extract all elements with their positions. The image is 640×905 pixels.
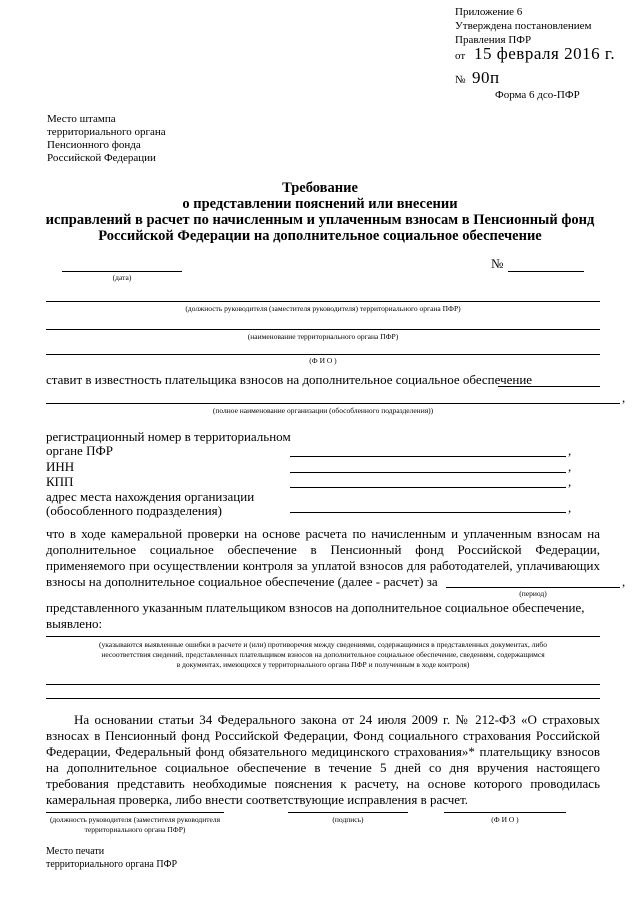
number-field-line[interactable] bbox=[508, 271, 584, 272]
seal-place-line-2: территориального органа ПФР bbox=[46, 859, 178, 870]
revealed-paragraph-line-1: представленного указанным плательщиком взносов на дополнительное социальное обеспечение, bbox=[46, 600, 585, 615]
address-label-2: (обособленного подразделения) bbox=[46, 503, 222, 518]
date-field-line[interactable] bbox=[62, 271, 182, 272]
reg-number-label-2: органе ПФР bbox=[46, 443, 113, 458]
fio-caption: (Ф И О ) bbox=[309, 356, 337, 365]
inn-field[interactable] bbox=[290, 472, 566, 473]
address-comma: , bbox=[568, 500, 572, 515]
stamp-place-line-2: территориального органа bbox=[47, 126, 166, 138]
signature-position-line[interactable] bbox=[46, 812, 224, 813]
reg-number-label: регистрационный номер в территориальном bbox=[46, 429, 291, 444]
date-caption: (дата) bbox=[112, 273, 132, 282]
errors-caption-line-3: в документах, имеющихся у территориального органа ПФР и полученным в ходе контроля) bbox=[176, 660, 470, 669]
document-title-line-2: о представлении пояснений или внесении bbox=[182, 196, 458, 212]
approved-by-board: Правления ПФР bbox=[455, 34, 532, 46]
approved-by-line: Утверждена постановлением bbox=[455, 20, 592, 32]
address-field[interactable] bbox=[290, 512, 566, 513]
basis-paragraph-line-1: На основании статьи 34 Федерального закона от 24 июля 2009 г. № 212-ФЗ «О страховых bbox=[74, 712, 600, 727]
kpp-field[interactable] bbox=[290, 487, 566, 488]
reg-number-comma: , bbox=[568, 443, 572, 458]
org-name-field-line[interactable] bbox=[46, 329, 600, 330]
basis-paragraph-line-6: камеральная проверка, либо внести соответствующие исправления в расчет. bbox=[46, 792, 469, 807]
basis-paragraph-line-5: требования представить необходимые пояснения к расчету, на основе которого проводилась bbox=[46, 776, 600, 791]
reg-number-field[interactable] bbox=[290, 456, 566, 457]
kpp-label: КПП bbox=[46, 474, 74, 489]
errors-extra-line-1[interactable] bbox=[46, 684, 600, 685]
revealed-paragraph-line-2: выявлено: bbox=[46, 616, 103, 631]
document-title-line-3: исправлений в расчет по начисленным и уплаченным взносам в Пенсионный фонд bbox=[45, 212, 595, 228]
basis-paragraph-line-3: Федерации, Федеральный фонд обязательного медицинского страхования»* плательщику взносов bbox=[46, 744, 600, 759]
full-name-field-line[interactable] bbox=[46, 403, 620, 404]
notice-continuation-line[interactable] bbox=[498, 386, 600, 387]
signature-line[interactable] bbox=[288, 812, 408, 813]
seal-place-line-1: Место печати bbox=[46, 846, 105, 857]
date-prefix: от bbox=[455, 50, 466, 62]
signature-fio-caption: (Ф И О ) bbox=[491, 815, 519, 824]
stamp-place-line-3: Пенсионного фонда bbox=[47, 139, 141, 151]
appendix-number: Приложение 6 bbox=[455, 6, 523, 18]
number-prefix: № bbox=[455, 74, 466, 86]
check-paragraph-line-2: дополнительное социальное обеспечение в Пенсионный фонд Российской Федерации, bbox=[46, 542, 600, 557]
fio-field-line[interactable] bbox=[46, 354, 600, 355]
signature-position-caption-1: (должность руководителя (заместителя руководителя bbox=[49, 815, 221, 824]
period-comma: , bbox=[622, 574, 626, 589]
position-caption: (должность руководителя (заместителя руководителя) территориального органа ПФР) bbox=[185, 304, 461, 313]
signature-fio-line[interactable] bbox=[444, 812, 566, 813]
resolution-date: 15 февраля 2016 г. bbox=[474, 44, 616, 63]
stamp-place-line-4: Российской Федерации bbox=[47, 152, 156, 164]
basis-paragraph-line-4: на дополнительное социальное обеспечение в течение 5 дней со дня вручения настоящего bbox=[46, 760, 600, 775]
position-field-line[interactable] bbox=[46, 301, 600, 302]
address-label: адрес места нахождения организации bbox=[46, 489, 255, 504]
stamp-place-line-1: Место штампа bbox=[47, 113, 116, 125]
check-paragraph-line-3: применяемого при осуществлении контроля за уплатой взносов для работодателей, уплачивающих bbox=[46, 558, 600, 573]
document-title: Требование bbox=[282, 180, 358, 196]
document-title-line-4: Российской Федерации на дополнительное социальное обеспечение bbox=[98, 228, 542, 244]
errors-field-line[interactable] bbox=[46, 636, 600, 637]
inn-label: ИНН bbox=[46, 459, 75, 474]
inn-comma: , bbox=[568, 459, 572, 474]
period-caption: (период) bbox=[519, 589, 547, 598]
signature-position-caption-2: территориального органа ПФР) bbox=[84, 825, 186, 834]
period-field-line[interactable] bbox=[446, 587, 620, 588]
org-name-caption: (наименование территориального органа ПФР) bbox=[247, 332, 399, 341]
form-name: Форма 6 дсо-ПФР bbox=[495, 89, 580, 101]
kpp-comma: , bbox=[568, 474, 572, 489]
errors-extra-line-2[interactable] bbox=[46, 698, 600, 699]
full-name-comma: , bbox=[622, 390, 626, 405]
notice-text: ставит в известность плательщика взносов на дополнительное социальное обеспечение bbox=[46, 372, 533, 387]
resolution-number: 90п bbox=[472, 68, 500, 87]
basis-paragraph-line-2: взносах в Пенсионный фонд Российской Федерации, Фонд социального страхования Российской bbox=[46, 728, 600, 743]
errors-caption-line-2: несоответствия сведений, представленных плательщиком взносов на дополнительное социальное обеспечение, сведениям, содержащимся bbox=[101, 650, 545, 659]
check-paragraph-line-1: что в ходе камеральной проверки на основе расчета по начисленным и уплаченным взносам на bbox=[46, 526, 600, 541]
full-name-caption: (полное наименование организации (обособленного подразделения)) bbox=[212, 406, 434, 415]
number-sign: № bbox=[491, 256, 504, 271]
check-paragraph-line-4: взносы на дополнительное социальное обеспечение (далее - расчет) за bbox=[46, 574, 438, 589]
errors-caption-line-1: (указываются выявленные ошибки в расчете и (или) противоречия между сведениями, содержащимися в представленных документах, либо bbox=[98, 640, 548, 649]
signature-caption: (подпись) bbox=[332, 815, 364, 824]
